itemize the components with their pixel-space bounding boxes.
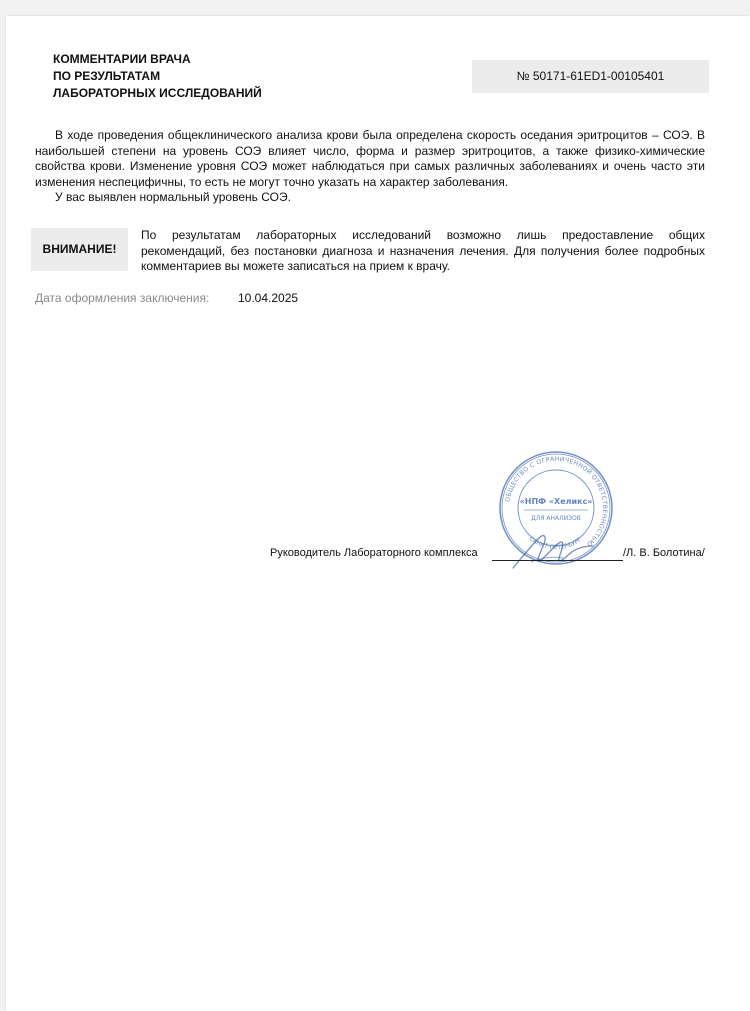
comment-paragraph-1: В ходе проведения общеклинического анализа крови была определена скорость оседания эритроцитов – СОЭ. В наибольшей степени на уровень СОЭ влияет число, форма и размер эритроцитов, а также физико-химические свойства крови. Изменение уровня СОЭ может наблюдаться при самых различных заболеваниях и очень часто эти изменения неспецифичны, то есть не могут точно указать на характер заболевания. [35,128,705,189]
conclusion-date-value: 10.04.2025 [238,291,299,305]
attention-text: По результатам лабораторных исследований возможно лишь предоставление общих рекомендаций, без постановки диагноза и назначения лечения. Для получения более подробных комментариев вы можете записаться на прием к врачу. [141,228,705,273]
stamp-center-text: «НПФ «Хеликс» [519,497,593,506]
title-line-2: ПО РЕЗУЛЬТАТАМ [53,69,161,83]
title-line-3: ЛАБОРАТОРНЫХ ИССЛЕДОВАНИЙ [53,86,262,100]
conclusion-date-label: Дата оформления заключения: [35,291,210,305]
signer-name: /Л. В. Болотина/ [623,547,705,559]
document-number: № 50171-61ED1-00105401 [472,60,709,93]
document-page [6,16,750,1011]
signature-underline [492,560,623,561]
signer-role: Руководитель Лабораторного комплекса [270,547,478,559]
attention-label: ВНИМАНИЕ! [31,228,128,271]
comment-paragraph-2: У вас выявлен нормальный уровень СОЭ. [55,190,291,204]
handwritten-signature [501,516,611,576]
title-line-1: КОММЕНТАРИИ ВРАЧА [53,52,191,66]
document-title [53,51,262,102]
svg-text:ОБЩЕСТВО С ОГРАНИЧЕННОЙ ОТВЕТС: ОБЩЕСТВО С ОГРАНИЧЕННОЙ ОТВЕТСТВЕННОСТЬЮ [504,455,609,548]
signature-line [270,547,710,565]
comment-body [35,128,705,206]
stamp-sub-text: ДЛЯ АНАЛИЗОВ [531,515,581,522]
svg-text:САНКТ-ПЕТЕРБУРГ: САНКТ-ПЕТЕРБУРГ [527,535,584,552]
